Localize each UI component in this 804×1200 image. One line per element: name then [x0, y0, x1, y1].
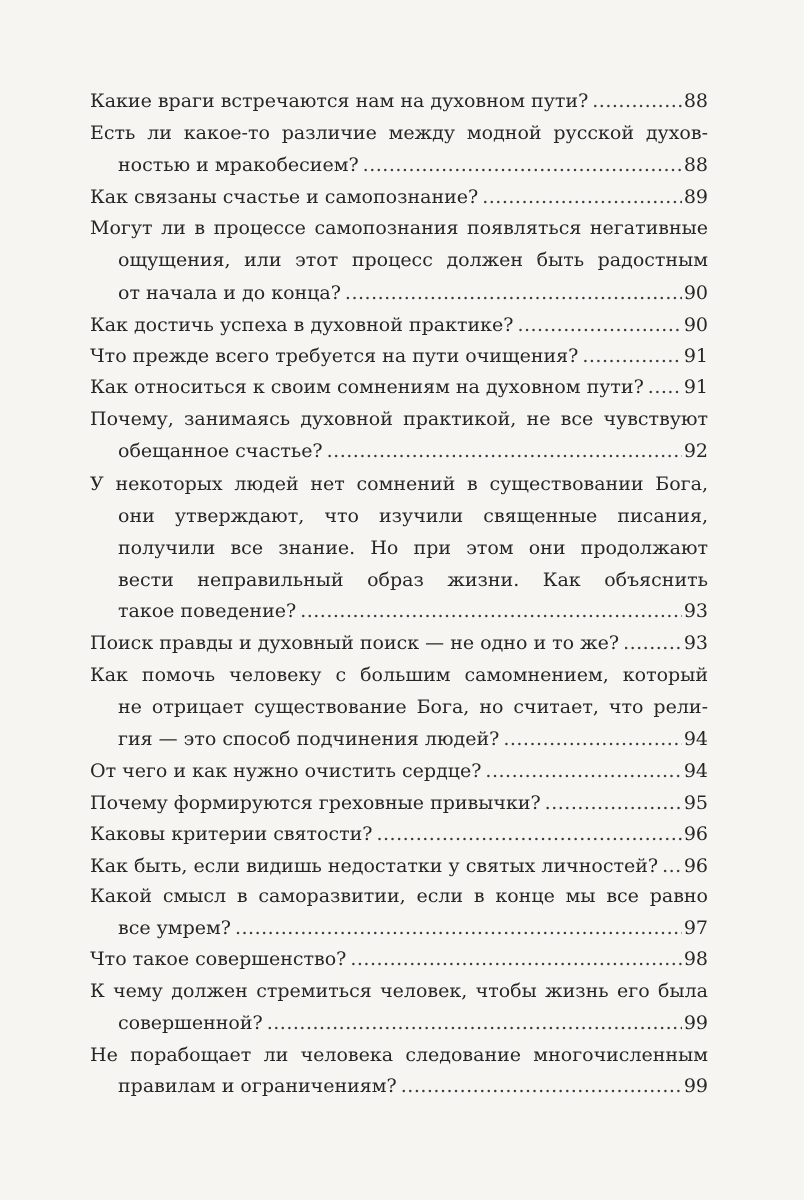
- toc-entry-text: Есть ли какое-то различие между модной русской духов-: [90, 122, 708, 144]
- leader-dots: [485, 753, 681, 789]
- toc-entry-text: Как связаны счастье и самопознание?: [90, 186, 479, 208]
- toc-entry: [0, 816, 804, 852]
- toc-entry-text: гия — это способ подчинения людей?: [118, 728, 500, 750]
- leader-dots: [648, 369, 682, 405]
- toc-entry-continuation: [0, 242, 804, 278]
- leader-dots: [267, 1005, 682, 1041]
- toc-entry: [0, 210, 804, 246]
- toc-entry-text: Могут ли в процессе самопознания появляться негативные: [90, 217, 708, 239]
- toc-entry-text: Какие враги встречаются нам на духовном пути?: [90, 90, 589, 112]
- leader-dots: [503, 721, 682, 757]
- page-number: 88: [683, 90, 708, 112]
- toc-entry-text: от начала и до конца?: [118, 282, 341, 304]
- page-number: 94: [683, 728, 708, 750]
- page-number: 99: [683, 1012, 708, 1034]
- toc-entry: [0, 466, 804, 502]
- toc-entry: [0, 625, 804, 661]
- page-number: 90: [683, 282, 708, 304]
- toc-entry-text: ностью и мракобесием?: [118, 154, 359, 176]
- page-number: 95: [683, 792, 708, 814]
- toc-entry-text: не отрицает существование Бога, но считает, что рели-: [118, 696, 708, 718]
- toc-entry-text: правилам и ограничениям?: [118, 1075, 397, 1097]
- leader-dots: [345, 275, 682, 311]
- page-number: 96: [683, 823, 708, 845]
- toc-entry-text: вести неправильный образ жизни. Как объяснить: [118, 569, 708, 591]
- toc-entry: [0, 941, 804, 977]
- toc-entry-text: Как помочь человеку с большим самомнением, который: [90, 664, 708, 686]
- toc-entry: [0, 753, 804, 789]
- toc-entry-continuation: [0, 530, 804, 566]
- toc-entry-text: Не порабощает ли человека следование многочисленным: [90, 1044, 708, 1066]
- toc-entry: [0, 657, 804, 693]
- toc-entry-text: Что прежде всего требуется на пути очищения?: [90, 345, 579, 367]
- page-number: 98: [683, 948, 708, 970]
- toc-entry-text: ощущения, или этот процесс должен быть радостным: [118, 249, 708, 271]
- leader-dots: [376, 816, 681, 852]
- page-number: 91: [683, 376, 708, 398]
- toc-entry-continuation: [0, 147, 804, 183]
- page-number: 92: [683, 440, 708, 462]
- leader-dots: [300, 593, 682, 629]
- toc-entry-text: все умрем?: [118, 917, 231, 939]
- leader-dots: [623, 625, 682, 661]
- page-number: 93: [683, 600, 708, 622]
- leader-dots: [363, 147, 682, 183]
- toc-entry: [0, 973, 804, 1009]
- toc-entry-text: Каковы критерии святости?: [90, 823, 373, 845]
- toc-entry: [0, 878, 804, 914]
- toc-entry-text: От чего и как нужно очистить сердце?: [90, 760, 482, 782]
- toc-entry-continuation: [0, 275, 804, 311]
- toc-entry-text: Как достичь успеха в духовной практике?: [90, 314, 514, 336]
- toc-entry-text: такое поведение?: [118, 600, 297, 622]
- toc-entry-text: Что такое совершенство?: [90, 948, 347, 970]
- toc-entry-text: совершенной?: [118, 1012, 263, 1034]
- toc-entry-text: Поиск правды и духовный поиск — не одно и то же?: [90, 632, 620, 654]
- page-number: 96: [683, 855, 708, 877]
- toc-entry-text: Как быть, если видишь недостатки у святых личностей?: [90, 855, 659, 877]
- toc-entry-text: получили все знание. Но при этом они продолжают: [118, 537, 708, 559]
- leader-dots: [327, 433, 682, 469]
- toc-entry: [0, 115, 804, 151]
- toc-entry-continuation: [0, 1005, 804, 1041]
- toc-entry-text: Почему, занимаясь духовной практикой, не все чувствуют: [90, 408, 708, 430]
- toc-entry-continuation: [0, 1068, 804, 1104]
- toc-entry-continuation: [0, 593, 804, 629]
- toc-entry-continuation: [0, 721, 804, 757]
- page-number: 99: [683, 1075, 708, 1097]
- page-number: 90: [683, 314, 708, 336]
- toc-entry-text: Какой смысл в саморазвитии, если в конце мы все равно: [90, 885, 708, 907]
- leader-dots: [592, 83, 682, 119]
- toc-entry-text: Как относиться к своим сомнениям на духовном пути?: [90, 376, 644, 398]
- page-number: 89: [683, 186, 708, 208]
- page-number: 93: [683, 632, 708, 654]
- toc-entry-continuation: [0, 689, 804, 725]
- toc-entry-continuation: [0, 498, 804, 534]
- leader-dots: [350, 941, 681, 977]
- toc-entry: [0, 401, 804, 437]
- page-number: 88: [683, 154, 708, 176]
- leader-dots: [401, 1068, 682, 1104]
- toc-entry-text: они утверждают, что изучили священные писания,: [118, 505, 708, 527]
- page-number: 91: [683, 345, 708, 367]
- toc-entry-text: К чему должен стремиться человек, чтобы жизнь его была: [90, 980, 708, 1002]
- toc-entry-continuation: [0, 433, 804, 469]
- toc-entry: [0, 369, 804, 405]
- toc-entry: [0, 83, 804, 119]
- toc-entry-text: У некоторых людей нет сомнений в существовании Бога,: [90, 473, 708, 495]
- page-number: 94: [683, 760, 708, 782]
- toc-entry-text: Почему формируются греховные привычки?: [90, 792, 541, 814]
- page-number: 97: [683, 917, 708, 939]
- toc-entry-text: обещанное счастье?: [118, 440, 323, 462]
